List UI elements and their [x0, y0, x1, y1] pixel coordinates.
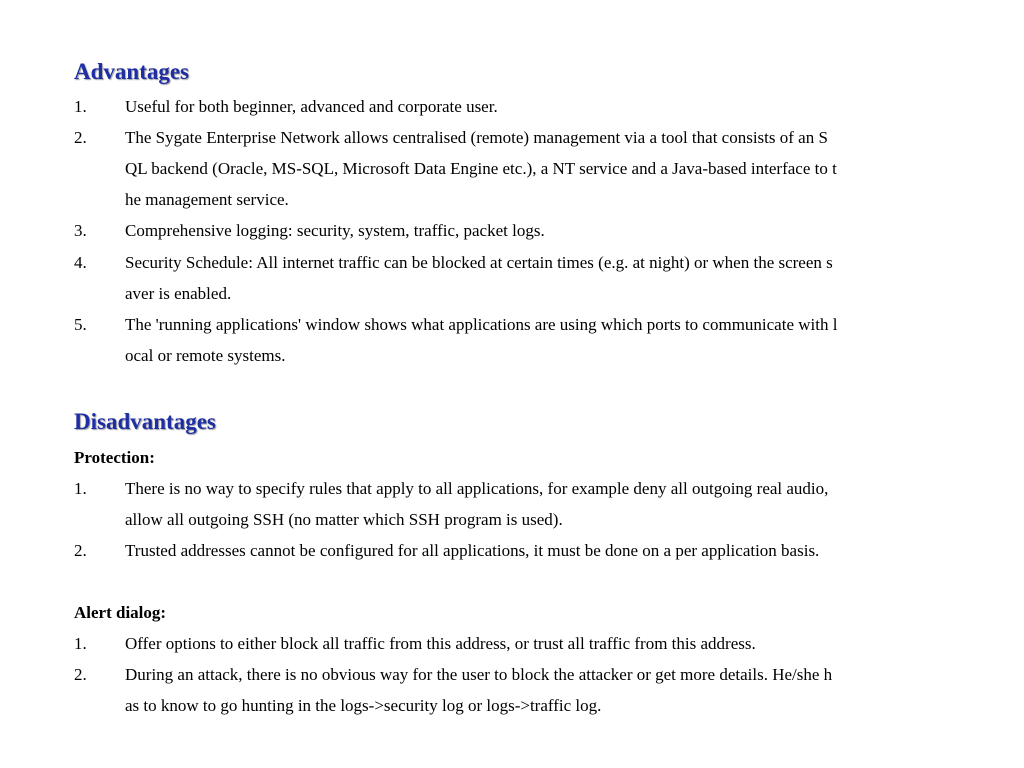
advantage-3-text: Comprehensive logging: security, system, traffic, packet logs.: [125, 221, 545, 240]
protection-2-text: Trusted addresses cannot be configured for all applications, it must be done on a per application basis.: [125, 541, 820, 560]
alert-dialog-subheading: Alert dialog:: [74, 603, 167, 622]
advantage-5-number: 5.: [74, 315, 87, 334]
advantage-5-text-line-1: The 'running applications' window shows what applications are using which ports to communicate with l: [125, 315, 838, 334]
advantage-2-number: 2.: [74, 128, 87, 147]
advantages-heading: Advantages: [74, 59, 190, 84]
alert-dialog-2-number: 2.: [74, 665, 87, 684]
advantage-4-text-line-2: aver is enabled.: [125, 284, 232, 303]
advantage-5-text-line-2: ocal or remote systems.: [125, 346, 286, 365]
alert-dialog-2-text-line-1: During an attack, there is no obvious way for the user to block the attacker or get more details. He/she h: [125, 665, 833, 684]
protection-1-text-line-2: allow all outgoing SSH (no matter which SSH program is used).: [125, 510, 563, 529]
advantage-1-text: Useful for both beginner, advanced and corporate user.: [125, 97, 498, 116]
advantage-2-text-line-2: QL backend (Oracle, MS-SQL, Microsoft Data Engine etc.), a NT service and a Java-based interface to t: [125, 159, 837, 178]
alert-dialog-1-text: Offer options to either block all traffic from this address, or trust all traffic from this address.: [125, 634, 756, 653]
alert-dialog-2-text-line-2: as to know to go hunting in the logs->security log or logs->traffic log.: [125, 696, 602, 715]
advantage-1-number: 1.: [74, 97, 87, 116]
protection-1-number: 1.: [74, 479, 87, 498]
disadvantages-heading: Disadvantages: [74, 409, 216, 434]
protection-2-number: 2.: [74, 541, 87, 560]
alert-dialog-1-number: 1.: [74, 634, 87, 653]
advantage-4-text-line-1: Security Schedule: All internet traffic can be blocked at certain times (e.g. at night) or when the screen s: [125, 253, 833, 272]
advantage-2-text-line-1: The Sygate Enterprise Network allows centralised (remote) management via a tool that consists of an S: [125, 128, 828, 147]
protection-subheading: Protection:: [74, 448, 155, 467]
advantage-2-text-line-3: he management service.: [125, 190, 289, 209]
advantage-4-number: 4.: [74, 253, 87, 272]
advantage-3-number: 3.: [74, 221, 87, 240]
protection-1-text-line-1: There is no way to specify rules that apply to all applications, for example deny all outgoing real audio,: [125, 479, 829, 498]
